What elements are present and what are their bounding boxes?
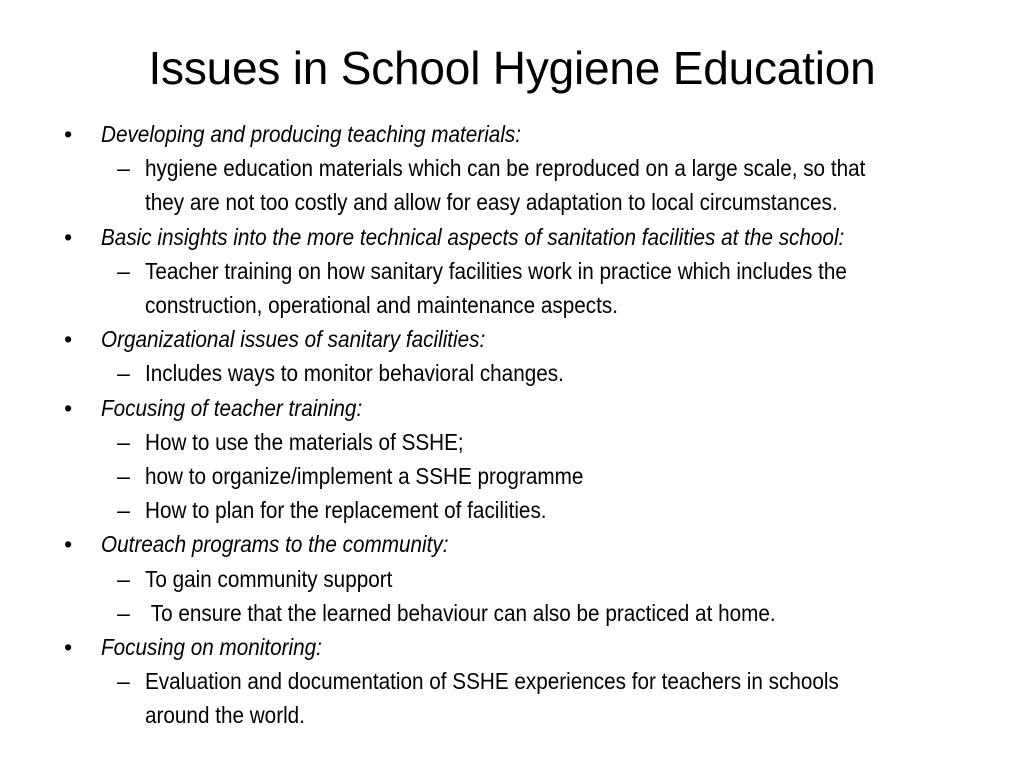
dash-marker: – (117, 599, 130, 626)
bullet-heading-text: Organizational issues of sanitary facilities: (101, 326, 486, 353)
slide-title: Issues in School Hygiene Education (148, 42, 876, 94)
sub-item-line: Evaluation and documentation of SSHE experiences for teachers in schools (145, 668, 839, 695)
bullet-heading (10, 117, 910, 151)
sub-item-line: construction, operational and maintenance aspects. (145, 292, 618, 319)
bullet-heading (10, 391, 910, 425)
sub-item-line: around the world. (145, 702, 305, 729)
sub-item-line: hygiene education materials which can be reproduced on a large scale, so that (145, 155, 866, 182)
bullet-marker: • (64, 634, 73, 661)
bullet-heading-text: Focusing on monitoring: (101, 634, 322, 661)
sub-item-line: they are not too costly and allow for easy adaptation to local circumstances. (145, 189, 838, 216)
sub-item (15, 664, 983, 732)
bullet-heading-text: Basic insights into the more technical aspects of sanitation facilities at the school: (101, 223, 845, 250)
sub-item (15, 459, 983, 493)
bullet-heading-text: Focusing of teacher training: (101, 394, 363, 421)
dash-marker: – (117, 497, 130, 524)
dash-marker: – (117, 428, 130, 455)
sub-item (15, 425, 983, 459)
sub-item-line: how to organize/implement a SSHE programme (145, 463, 584, 490)
sub-item (15, 254, 983, 322)
sub-item-line: Includes ways to monitor behavioral changes. (145, 360, 564, 387)
bullet-heading (10, 527, 910, 561)
sub-item (15, 596, 983, 630)
dash-marker: – (117, 155, 130, 182)
bullet-marker: • (64, 326, 73, 353)
dash-marker: – (117, 463, 130, 490)
dash-marker: – (117, 668, 130, 695)
dash-marker: – (117, 565, 130, 592)
sub-item (15, 562, 983, 596)
bullet-marker: • (64, 223, 73, 250)
sub-item-line: How to plan for the replacement of facilities. (145, 497, 547, 524)
bullet-heading (10, 322, 910, 356)
sub-item (15, 493, 983, 527)
bullet-heading (10, 220, 910, 254)
bullet-marker: • (64, 531, 73, 558)
dash-marker: – (117, 360, 130, 387)
sub-item (15, 356, 983, 390)
sub-item-line: How to use the materials of SSHE; (145, 428, 464, 455)
bullet-marker: • (64, 394, 73, 421)
sub-item-line: Teacher training on how sanitary facilities work in practice which includes the (145, 257, 847, 284)
sub-item (15, 151, 983, 219)
sub-item-line: To gain community support (145, 565, 393, 592)
sub-item-line: To ensure that the learned behaviour can also be practiced at home. (145, 599, 776, 626)
bullet-heading-text: Outreach programs to the community: (101, 531, 449, 558)
bullet-heading-text: Developing and producing teaching materials: (101, 121, 522, 147)
dash-marker: – (117, 257, 130, 284)
bullet-marker: • (64, 121, 73, 147)
slide-content (0, 117, 1000, 733)
bullet-heading (10, 630, 910, 664)
